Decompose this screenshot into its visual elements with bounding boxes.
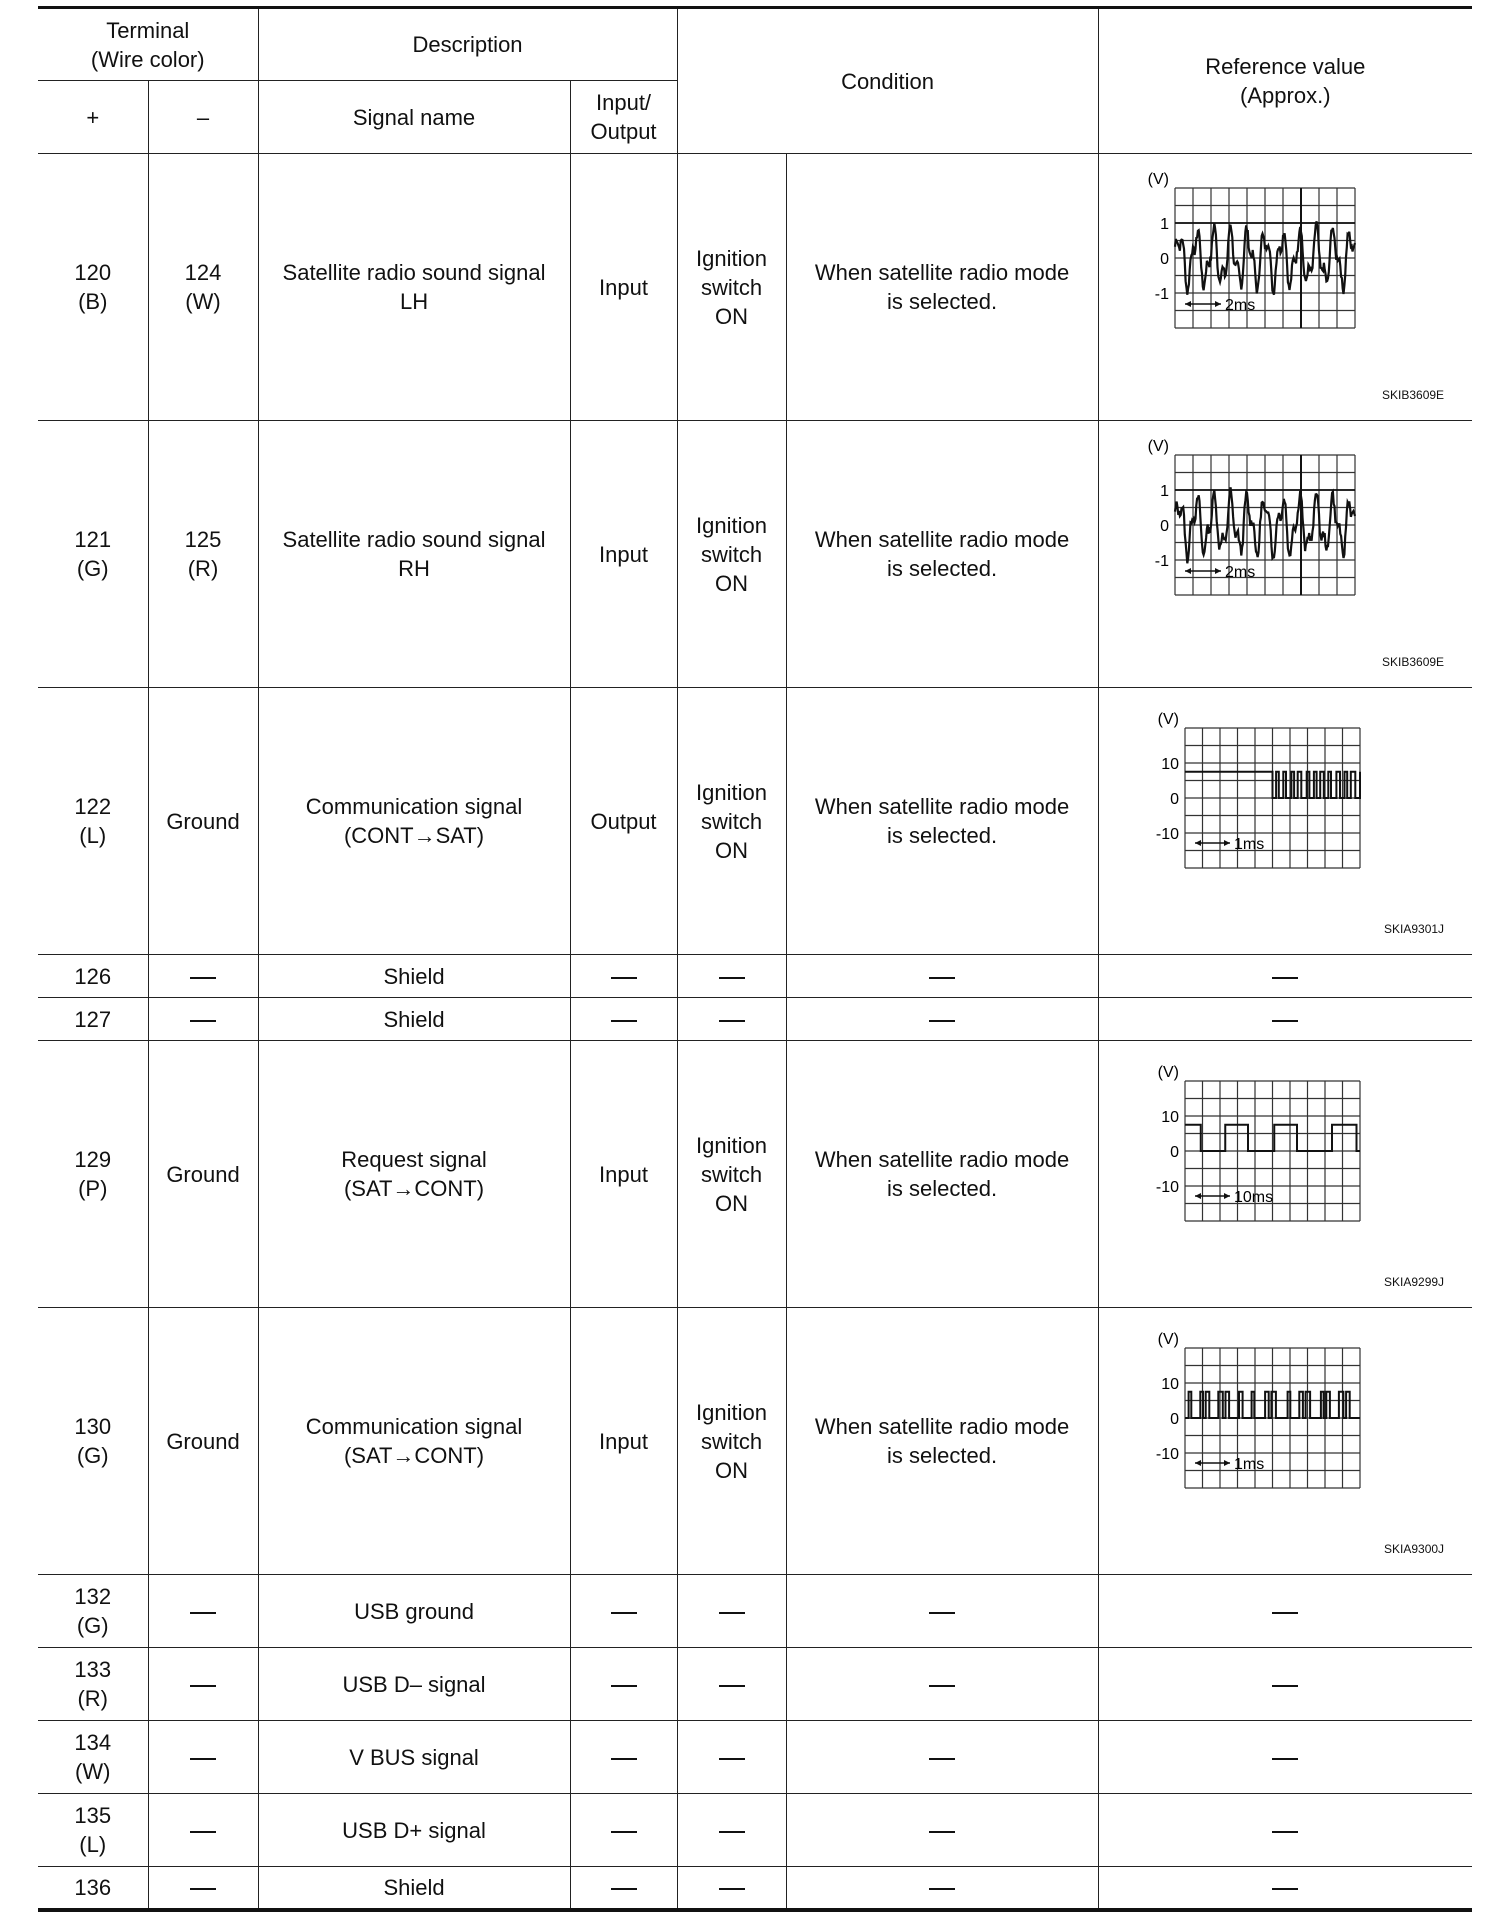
signal-name: Satellite radio sound signal LH (258, 154, 570, 421)
waveform-figure (1099, 156, 1473, 418)
axis-label: -1 (1154, 553, 1169, 570)
condition-text (786, 1575, 1098, 1648)
axis-label: 0 (1169, 1144, 1179, 1161)
condition-text: When satellite radio mode is selected. (786, 1308, 1098, 1575)
dash-mark (611, 1758, 637, 1760)
waveform-graph (1099, 690, 1471, 952)
terminal-minus (148, 1867, 258, 1910)
terminal-plus: 121 (G) (38, 421, 148, 688)
terminal-minus: 124 (W) (148, 154, 258, 421)
dash-mark (1272, 1831, 1298, 1833)
input-output (570, 1867, 677, 1910)
waveform-trace (1185, 772, 1360, 798)
signal-name: USB D+ signal (258, 1794, 570, 1867)
io-header: Input/ Output (570, 81, 677, 154)
signal-name: Communication signal (SAT→CONT) (258, 1308, 570, 1575)
time-label: 1ms (1233, 1456, 1264, 1473)
input-output (570, 1721, 677, 1794)
input-output: Input (570, 1308, 677, 1575)
input-output (570, 1794, 677, 1867)
reference-value (1098, 1308, 1472, 1575)
waveform-figure (1099, 1310, 1473, 1572)
waveform-figure (1099, 1043, 1473, 1305)
ignition-condition (677, 955, 786, 998)
reference-value (1098, 998, 1472, 1041)
waveform-graph (1099, 1310, 1471, 1572)
table-row (38, 1648, 1472, 1721)
waveform-graph (1099, 156, 1471, 418)
terminal-plus: 129 (P) (38, 1041, 148, 1308)
condition-text (786, 1794, 1098, 1867)
dash-mark (929, 1612, 955, 1614)
dash-mark (719, 1612, 745, 1614)
dash-mark (719, 1888, 745, 1890)
terminal-minus (148, 1721, 258, 1794)
waveform-figure (1099, 690, 1473, 952)
reference-value (1098, 955, 1472, 998)
axis-label: 1 (1159, 483, 1169, 500)
terminal-plus: 132 (G) (38, 1575, 148, 1648)
dash-mark (929, 1758, 955, 1760)
ignition-condition (677, 1648, 786, 1721)
time-label: 2ms (1224, 564, 1255, 581)
input-output: Input (570, 1041, 677, 1308)
time-label: 2ms (1224, 297, 1255, 314)
dash-mark (611, 1831, 637, 1833)
axis-label: 0 (1159, 251, 1169, 268)
ignition-condition (677, 1867, 786, 1910)
condition-text (786, 1721, 1098, 1794)
dash-mark (190, 1831, 216, 1833)
waveform-graph (1099, 423, 1471, 685)
axis-label: (V) (1157, 711, 1179, 728)
axis-label: 1 (1159, 216, 1169, 233)
ignition-condition: Ignition switch ON (677, 1308, 786, 1575)
dash-mark (719, 1685, 745, 1687)
figure-code: SKIA9301J (1384, 922, 1445, 936)
terminal-minus (148, 1648, 258, 1721)
axis-label: -10 (1155, 826, 1179, 843)
dash-mark (190, 1020, 216, 1022)
axis-label: (V) (1157, 1064, 1179, 1081)
dash-mark (719, 1758, 745, 1760)
condition-text (786, 1648, 1098, 1721)
terminal-plus: 126 (38, 955, 148, 998)
ignition-condition: Ignition switch ON (677, 1041, 786, 1308)
terminal-plus: 133 (R) (38, 1648, 148, 1721)
terminal-minus (148, 998, 258, 1041)
signal-name: Communication signal (CONT→SAT) (258, 688, 570, 955)
dash-mark (1272, 977, 1298, 979)
axis-label: (V) (1147, 171, 1169, 188)
ignition-condition: Ignition switch ON (677, 154, 786, 421)
condition-header: Condition (677, 8, 1098, 154)
table-row (38, 421, 1472, 688)
waveform-graph (1099, 1043, 1471, 1305)
axis-label: -1 (1154, 286, 1169, 303)
terminal-reference-table (38, 6, 1472, 1912)
input-output: Output (570, 688, 677, 955)
dash-mark (611, 1888, 637, 1890)
terminal-minus: Ground (148, 1041, 258, 1308)
terminal-plus: 120 (B) (38, 154, 148, 421)
signal-name: Request signal (SAT→CONT) (258, 1041, 570, 1308)
terminal-minus: 125 (R) (148, 421, 258, 688)
condition-text (786, 955, 1098, 998)
dash-mark (1272, 1020, 1298, 1022)
axis-label: 0 (1169, 1411, 1179, 1428)
reference-value (1098, 154, 1472, 421)
dash-mark (719, 1020, 745, 1022)
terminal-minus: Ground (148, 688, 258, 955)
condition-text (786, 1867, 1098, 1910)
dash-mark (190, 1685, 216, 1687)
terminal-plus: 135 (L) (38, 1794, 148, 1867)
signal-name: USB ground (258, 1575, 570, 1648)
axis-label: -10 (1155, 1446, 1179, 1463)
ignition-condition: Ignition switch ON (677, 688, 786, 955)
reference-header: Reference value (Approx.) (1098, 8, 1472, 154)
table-row (38, 1721, 1472, 1794)
table-row (38, 154, 1472, 421)
terminal-minus: Ground (148, 1308, 258, 1575)
table-row (38, 1794, 1472, 1867)
table-row (38, 998, 1472, 1041)
terminal-plus: 136 (38, 1867, 148, 1910)
terminal-minus (148, 955, 258, 998)
axis-label: 0 (1159, 518, 1169, 535)
figure-code: SKIB3609E (1382, 388, 1445, 402)
terminal-plus: 134 (W) (38, 1721, 148, 1794)
dash-mark (190, 1612, 216, 1614)
axis-label: 10 (1160, 1376, 1179, 1393)
reference-value (1098, 1041, 1472, 1308)
ignition-condition (677, 1721, 786, 1794)
condition-text (786, 998, 1098, 1041)
signal-name: USB D– signal (258, 1648, 570, 1721)
dash-mark (719, 977, 745, 979)
ignition-condition (677, 998, 786, 1041)
minus-header: – (148, 81, 258, 154)
table-row (38, 1867, 1472, 1910)
condition-text: When satellite radio mode is selected. (786, 154, 1098, 421)
dash-mark (190, 1758, 216, 1760)
ignition-condition (677, 1575, 786, 1648)
figure-code: SKIA9300J (1384, 1542, 1445, 1556)
dash-mark (611, 1020, 637, 1022)
plus-header: + (38, 81, 148, 154)
dash-mark (929, 1685, 955, 1687)
reference-value (1098, 1575, 1472, 1648)
reference-value (1098, 1794, 1472, 1867)
signal-name: Shield (258, 955, 570, 998)
terminal-header: Terminal (Wire color) (38, 8, 258, 81)
dash-mark (929, 1888, 955, 1890)
table-row (38, 688, 1472, 955)
waveform-figure (1099, 423, 1473, 685)
dash-mark (719, 1831, 745, 1833)
table-row (38, 1041, 1472, 1308)
dash-mark (611, 1685, 637, 1687)
signal-name: Satellite radio sound signal RH (258, 421, 570, 688)
input-output: Input (570, 421, 677, 688)
dash-mark (1272, 1888, 1298, 1890)
axis-label: (V) (1157, 1331, 1179, 1348)
figure-code: SKIA9299J (1384, 1275, 1445, 1289)
signal-name: V BUS signal (258, 1721, 570, 1794)
table-row (38, 1308, 1472, 1575)
terminal-plus: 122 (L) (38, 688, 148, 955)
condition-text: When satellite radio mode is selected. (786, 688, 1098, 955)
dash-mark (190, 1888, 216, 1890)
axis-label: 0 (1169, 791, 1179, 808)
axis-label: 10 (1160, 756, 1179, 773)
input-output (570, 1648, 677, 1721)
time-label: 10ms (1233, 1189, 1273, 1206)
signal-name: Shield (258, 1867, 570, 1910)
dash-mark (611, 1612, 637, 1614)
terminal-plus: 130 (G) (38, 1308, 148, 1575)
ignition-condition: Ignition switch ON (677, 421, 786, 688)
dash-mark (929, 977, 955, 979)
figure-code: SKIB3609E (1382, 655, 1445, 669)
condition-text: When satellite radio mode is selected. (786, 421, 1098, 688)
terminal-minus (148, 1794, 258, 1867)
ignition-condition (677, 1794, 786, 1867)
reference-value (1098, 421, 1472, 688)
signal-name: Shield (258, 998, 570, 1041)
reference-value (1098, 1721, 1472, 1794)
input-output (570, 998, 677, 1041)
dash-mark (929, 1831, 955, 1833)
input-output: Input (570, 154, 677, 421)
reference-value (1098, 1867, 1472, 1910)
condition-text: When satellite radio mode is selected. (786, 1041, 1098, 1308)
dash-mark (611, 977, 637, 979)
reference-value (1098, 688, 1472, 955)
dash-mark (929, 1020, 955, 1022)
dash-mark (190, 977, 216, 979)
terminal-plus: 127 (38, 998, 148, 1041)
signal-name-header: Signal name (258, 81, 570, 154)
time-label: 1ms (1233, 836, 1264, 853)
reference-value (1098, 1648, 1472, 1721)
input-output (570, 1575, 677, 1648)
input-output (570, 955, 677, 998)
table-row (38, 955, 1472, 998)
axis-label: (V) (1147, 438, 1169, 455)
axis-label: -10 (1155, 1179, 1179, 1196)
dash-mark (1272, 1612, 1298, 1614)
description-header: Description (258, 8, 677, 81)
table-row (38, 1575, 1472, 1648)
terminal-minus (148, 1575, 258, 1648)
dash-mark (1272, 1758, 1298, 1760)
axis-label: 10 (1160, 1109, 1179, 1126)
dash-mark (1272, 1685, 1298, 1687)
